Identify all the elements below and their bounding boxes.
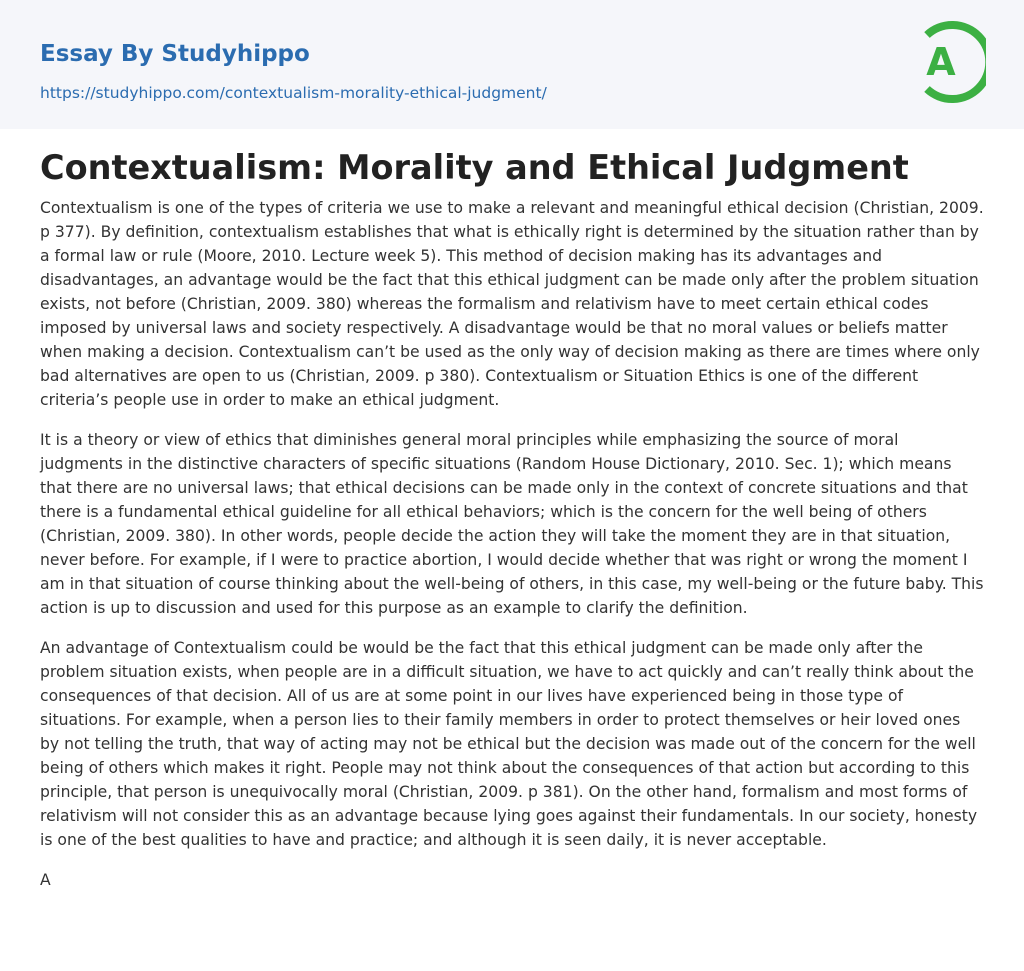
- article-title: Contextualism: Morality and Ethical Judgment: [40, 148, 909, 187]
- article-paragraph-3: An advantage of Contextualism could be would be the fact that this ethical judgment can be made only after the problem situation exists, when people are in a difficult situation, we have to act quickly and can’t really think about the consequences of that decision. All of us are at some point in our lives have experienced being in those type of situations. For example, when a person lies to their family members in order to protect themselves or heir loved ones by not telling the truth, that way of acting may not be ethical but the decision was made out of the concern for the well being of others which makes it right. People may not think about the consequences of that action but according to this principle, that person is unequivocally moral (Christian, 2009. p 381). On the other hand, formalism and most forms of relativism will not consider this as an advantage because lying goes against their fundamentals. In our society, honesty is one of the best qualities to have and practice; and although it is seen daily, it is never acceptable.: [40, 639, 978, 849]
- logo-letter: A: [926, 40, 956, 84]
- circle-a-logo-icon[interactable]: [912, 19, 986, 105]
- article-trailing-text: A: [40, 871, 51, 889]
- article-paragraph-2: It is a theory or view of ethics that diminishes general moral principles while emphasizing the source of moral judgments in the distinctive characters of specific situations (Random House Dictionary, 2010. Sec. 1); which means that there are no universal laws; that ethical decisions can be made only in the context of concrete situations and that there is a fundamental ethical guideline for all ethical behaviors; which is the concern for the well being of others (Christian, 2009. 380). In other words, people decide the action they will take the moment they are in that situation, never before. For example, if I were to practice abortion, I would decide whether that was right or wrong the moment I am in that situation of course thinking about the well-being of others, in this case, my well-being or the future baby. This action is up to discussion and used for this purpose as an example to clarify the definition.: [40, 431, 984, 617]
- article-paragraph-1: Contextualism is one of the types of criteria we use to make a relevant and meaningful ethical decision (Christian, 2009. p 377). By definition, contextualism establishes that what is ethically right is determined by the situation rather than by a formal law or rule (Moore, 2010. Lecture week 5). This method of decision making has its advantages and disadvantages, an advantage would be the fact that this ethical judgment can be made only after the problem situation exists, not before (Christian, 2009. 380) whereas the formalism and relativism have to meet certain ethical codes imposed by universal laws and society respectively. A disadvantage would be that no moral values or beliefs matter when making a decision. Contextualism can’t be used as the only way of decision making as there are times where only bad alternatives are open to us (Christian, 2009. p 380). Contextualism or Situation Ethics is one of the different criteria’s people use in order to make an ethical judgment.: [40, 199, 984, 409]
- page-url-link[interactable]: https://studyhippo.com/contextualism-morality-ethical-judgment/: [40, 84, 547, 102]
- site-header: [0, 0, 1024, 129]
- article-body: [0, 146, 1024, 892]
- site-brand[interactable]: Essay By Studyhippo: [40, 41, 310, 67]
